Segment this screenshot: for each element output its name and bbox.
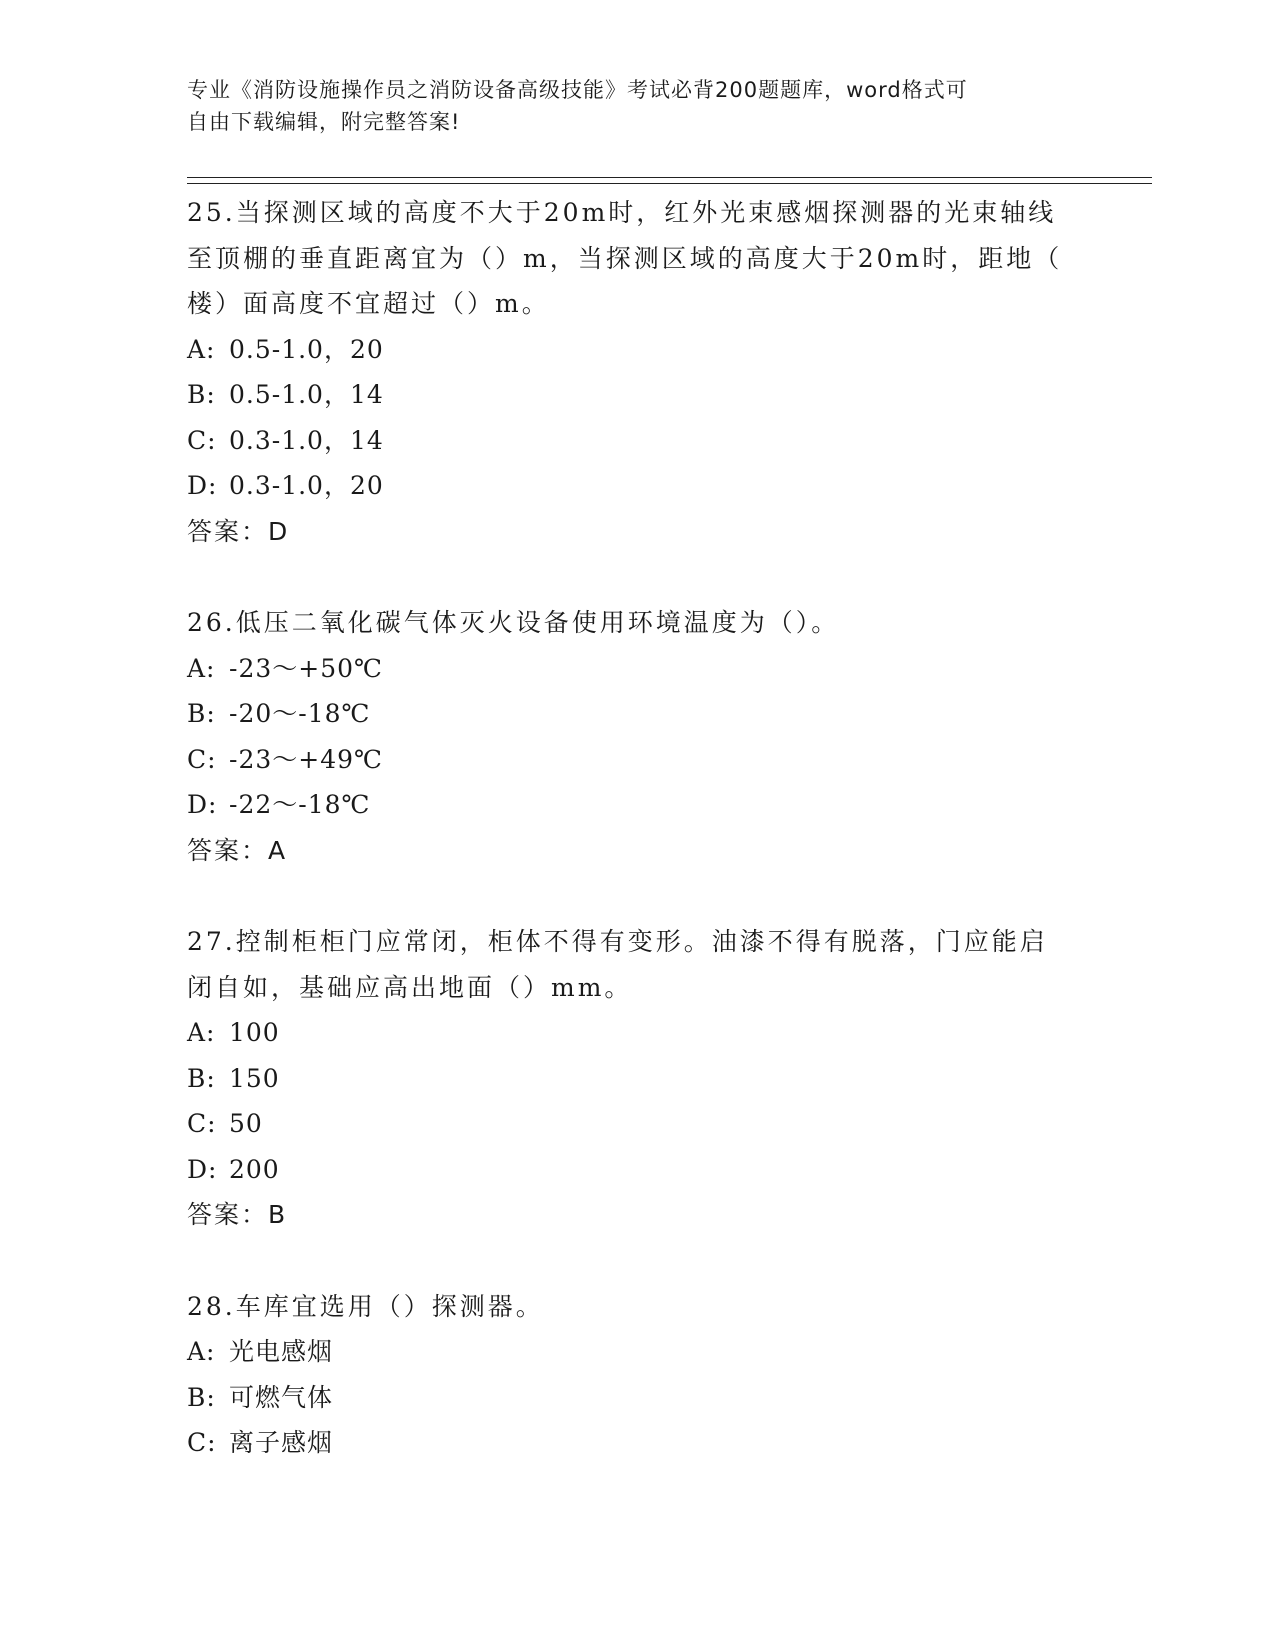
option-a — [187, 327, 1087, 373]
header-divider-bottom — [187, 183, 1152, 184]
option-text: 150 — [229, 1063, 280, 1093]
question-stem-line: 楼）面高度不宜超过（）m。 — [187, 289, 550, 318]
option-text: 0.5-1.0，14 — [229, 380, 384, 409]
header-divider-top — [187, 177, 1152, 178]
option-text: 0.5-1.0，20 — [229, 334, 384, 364]
option-label: B: — [187, 380, 216, 409]
question-28 — [187, 1284, 1087, 1466]
option-label: B: — [187, 1063, 216, 1093]
option-label: D: — [187, 790, 218, 819]
option-d — [187, 463, 1087, 509]
option-text: 200 — [229, 1154, 280, 1184]
option-label: D: — [187, 471, 218, 500]
option-b — [187, 691, 1087, 737]
option-c — [187, 1420, 1087, 1466]
option-c — [187, 1101, 1087, 1147]
option-label: A: — [187, 334, 216, 364]
question-stem-line: 26.低压二氧化碳气体灭火设备使用环境温度为（）。 — [187, 608, 840, 637]
question-25 — [187, 190, 1087, 554]
option-text: 100 — [229, 1018, 280, 1047]
question-spacer — [187, 554, 1087, 600]
option-b — [187, 372, 1087, 418]
option-d — [187, 1147, 1087, 1193]
option-text: -22～-18℃ — [229, 790, 371, 819]
option-label: A: — [187, 1337, 216, 1366]
question-27 — [187, 919, 1087, 1238]
option-label: C: — [187, 1428, 217, 1457]
question-stem-line: 25.当探测区域的高度不大于20m时，红外光束感烟探测器的光束轴线 — [187, 198, 1057, 227]
option-label: D: — [187, 1154, 218, 1184]
answer: 答案：D — [187, 516, 290, 546]
option-label: A: — [187, 653, 216, 683]
question-stem-line: 28.车库宜选用（）探测器。 — [187, 1291, 544, 1321]
option-text: 光电感烟 — [229, 1337, 334, 1366]
option-a — [187, 1329, 1087, 1375]
option-label: B: — [187, 1382, 216, 1412]
question-stem-line: 至顶棚的垂直距离宜为（）m，当探测区域的高度大于20m时，距地（ — [187, 243, 1063, 273]
option-text: -23～+49℃ — [229, 744, 383, 774]
question-stem-line: 27.控制柜柜门应常闭，柜体不得有变形。油漆不得有脱落，门应能启 — [187, 927, 1048, 956]
option-text: -20～-18℃ — [229, 699, 371, 728]
option-label: C: — [187, 425, 217, 455]
option-d — [187, 782, 1087, 828]
option-text: 50 — [229, 1109, 263, 1138]
header-line-2: 自由下载编辑，附完整答案! — [187, 110, 461, 134]
answer: 答案：A — [187, 835, 288, 865]
option-label: A: — [187, 1018, 216, 1047]
option-a — [187, 646, 1087, 692]
option-c — [187, 737, 1087, 783]
header-line-1: 专业《消防设施操作员之消防设备高级技能》考试必背200题题库，word格式可 — [187, 78, 968, 102]
question-spacer — [187, 1238, 1087, 1284]
document-header — [187, 74, 1067, 138]
question-stem-line: 闭自如，基础应高出地面（）mm。 — [187, 972, 633, 1002]
option-a — [187, 1010, 1087, 1056]
option-b — [187, 1056, 1087, 1102]
question-spacer — [187, 873, 1087, 919]
question-list — [187, 190, 1087, 1466]
option-label: C: — [187, 1109, 217, 1138]
option-text: -23～+50℃ — [229, 653, 383, 683]
option-label: B: — [187, 699, 216, 728]
option-text: 可燃气体 — [229, 1382, 334, 1412]
option-text: 0.3-1.0，14 — [229, 425, 384, 455]
option-c — [187, 418, 1087, 464]
option-b — [187, 1375, 1087, 1421]
option-label: C: — [187, 744, 217, 774]
answer: 答案：B — [187, 1200, 288, 1229]
option-text: 0.3-1.0，20 — [229, 471, 384, 500]
option-text: 离子感烟 — [229, 1428, 334, 1457]
question-26 — [187, 600, 1087, 873]
